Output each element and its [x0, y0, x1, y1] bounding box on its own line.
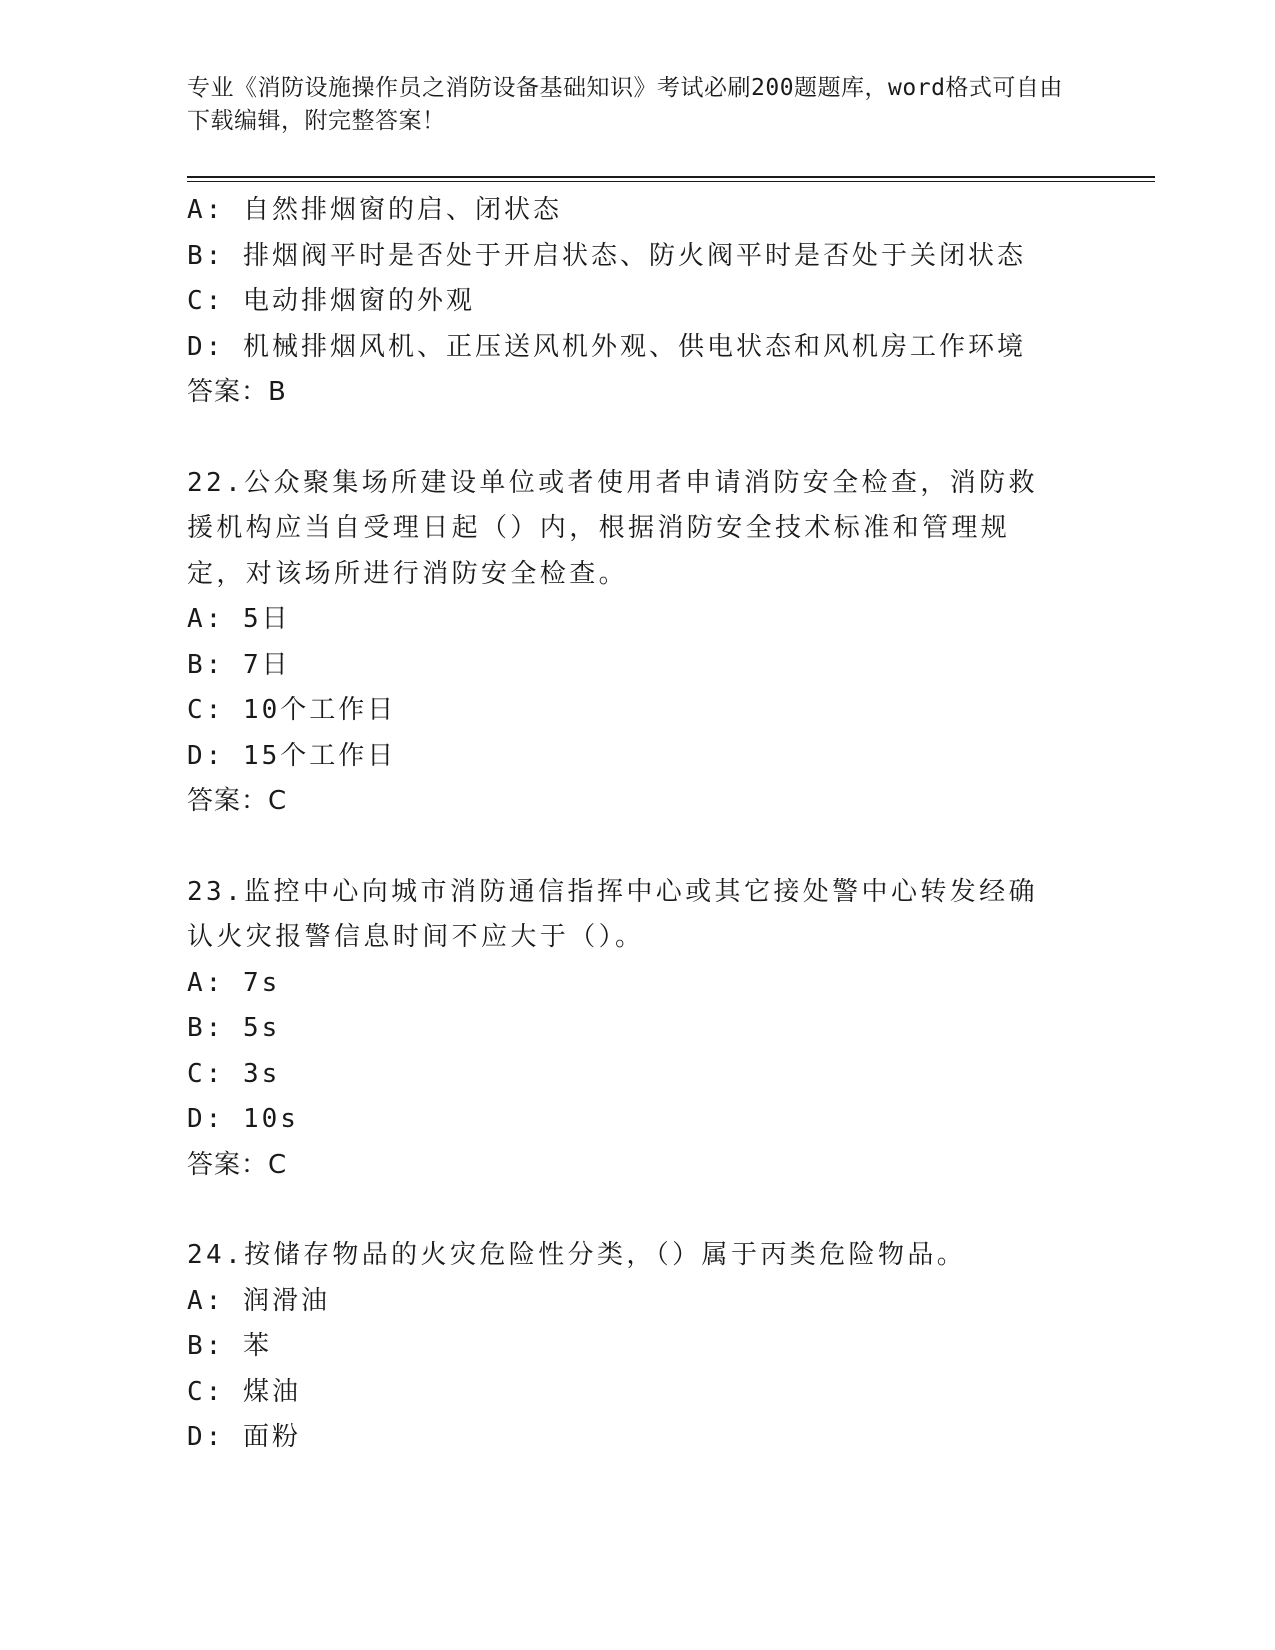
option-c: C: 电动排烟窗的外观 [187, 286, 475, 316]
answer-line: 答案：B [187, 377, 287, 407]
answer-line: 答案：C [187, 1149, 288, 1180]
spacer [187, 1188, 1087, 1233]
spacer [187, 825, 1087, 870]
option-a: A: 5日 [187, 604, 291, 634]
option-b: B: 5s [187, 1013, 281, 1043]
question-content [187, 188, 1087, 1461]
question-text: 24.按储存物品的火灾危险性分类，（）属于丙类危险物品。 [187, 1240, 967, 1270]
option-c: C: 3s [187, 1058, 281, 1089]
question-text: 22.公众聚集场所建设单位或者使用者申请消防安全检查，消防救援机构应当自受理日起（）内，根据消防安全技术标准和管理规定，对该场所进行消防安全检查。 [187, 467, 1038, 589]
answer-line: 答案：C [187, 786, 288, 816]
question-23-block [187, 870, 1087, 1189]
option-a: A: 7s [187, 967, 281, 998]
previous-question-block [187, 188, 1087, 416]
option-b: B: 排烟阀平时是否处于开启状态、防火阀平时是否处于关闭状态 [187, 240, 1026, 271]
option-d: D: 机械排烟风机、正压送风机外观、供电状态和风机房工作环境 [187, 331, 1026, 362]
option-d: D: 15个工作日 [187, 740, 397, 771]
question-text: 23.监控中心向城市消防通信指挥中心或其它接处警中心转发经确认火灾报警信息时间不应大于（）。 [187, 876, 1038, 952]
option-a: A: 自然排烟窗的启、闭状态 [187, 195, 562, 225]
option-b: B: 7日 [187, 649, 291, 680]
option-d: D: 10s [187, 1104, 299, 1134]
option-a: A: 润滑油 [187, 1285, 330, 1316]
header-divider-thin [187, 181, 1155, 182]
question-24-block [187, 1233, 1087, 1461]
option-d: D: 面粉 [187, 1422, 301, 1452]
header-divider-thick [187, 176, 1155, 178]
spacer [187, 416, 1087, 461]
option-c: C: 10个工作日 [187, 695, 397, 725]
question-22-block [187, 461, 1087, 825]
option-c: C: 煤油 [187, 1376, 301, 1407]
page-header: 专业《消防设施操作员之消防设备基础知识》考试必刷200题题库，word格式可自由下载编辑，附完整答案！ [187, 75, 1063, 134]
option-b: B: 苯 [187, 1331, 272, 1361]
